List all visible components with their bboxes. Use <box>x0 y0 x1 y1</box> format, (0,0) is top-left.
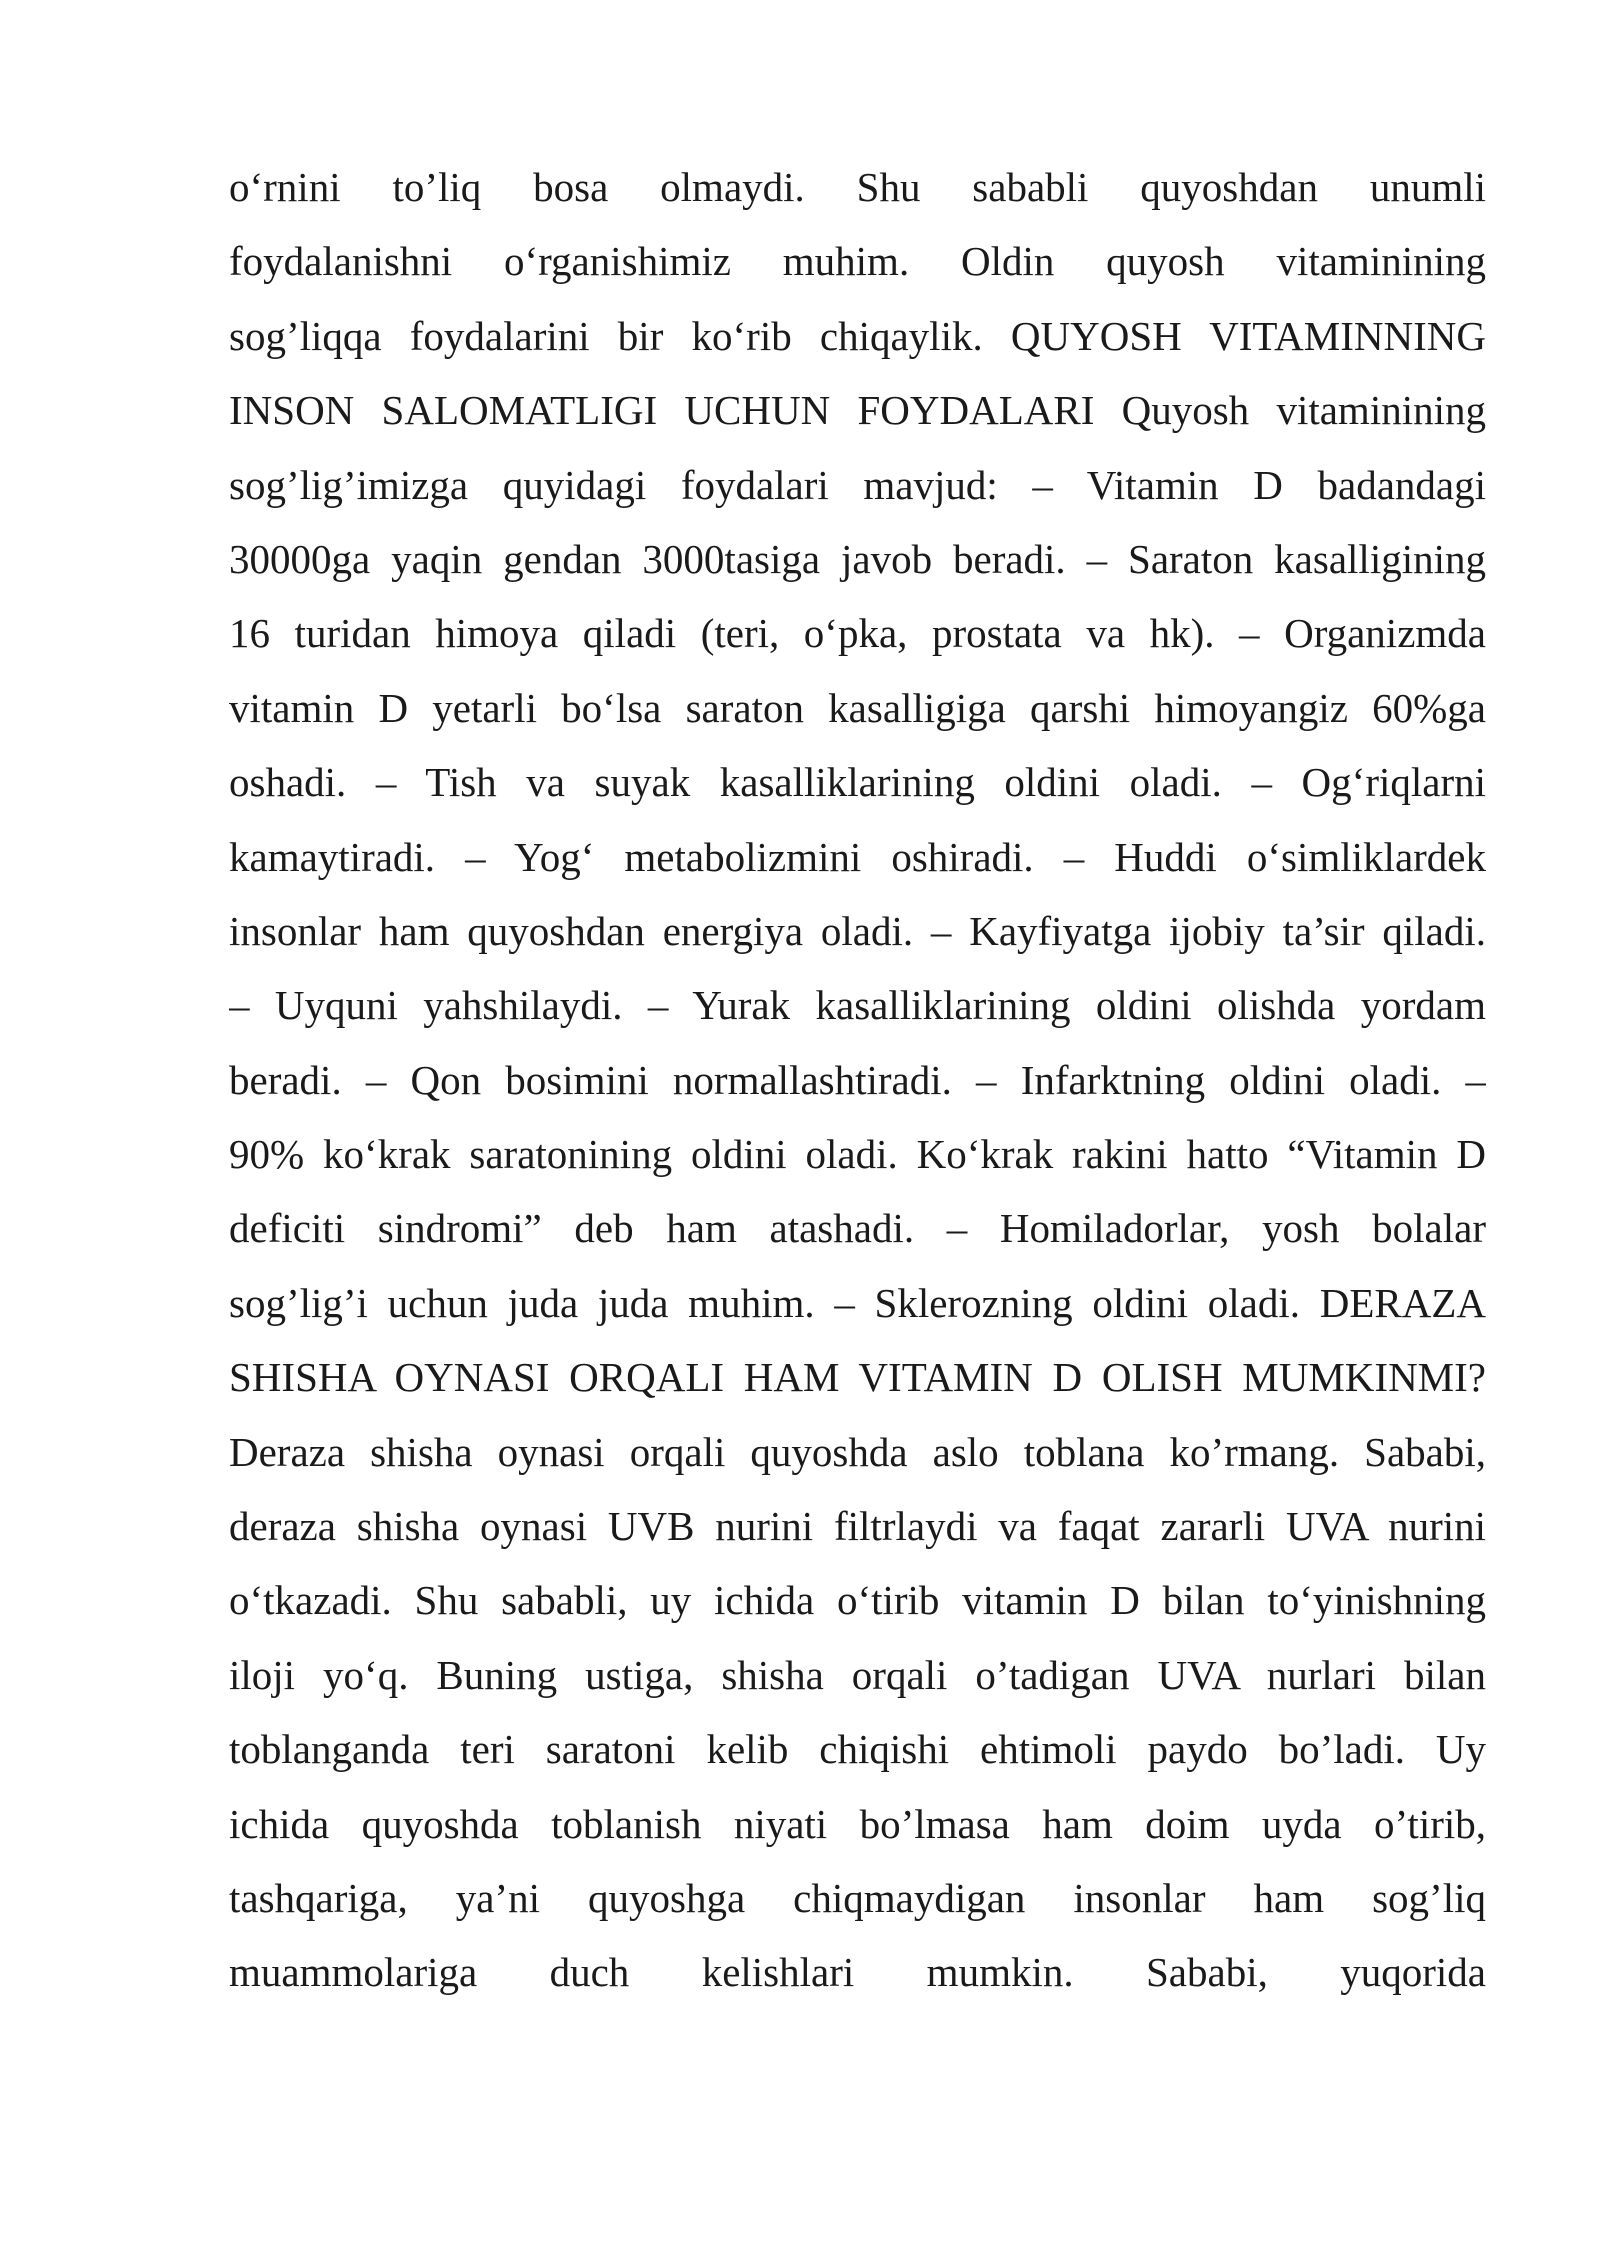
text-line: INSON SALOMATLIGI UCHUN FOYDALARI Quyosh vitaminining <box>229 387 1486 434</box>
text-line: – Uyquni yahshilaydi. – Yurak kasalliklarining oldini olishda yordam <box>229 982 1486 1029</box>
text-line: kamaytiradi. – Yog‘ metabolizmini oshiradi. – Huddi o‘simliklardek <box>229 833 1486 880</box>
text-line: SHISHA OYNASI ORQALI HAM VITAMIN D OLISH MUMKINMI? <box>229 1354 1486 1401</box>
text-line: foydalanishni o‘rganishimiz muhim. Oldin quyosh vitaminining <box>229 238 1486 285</box>
text-line: sog’liqqa foydalarini bir ko‘rib chiqaylik. QUYOSH VITAMINNING <box>229 312 1486 359</box>
text-line: iloji yo‘q. Buning ustiga, shisha orqali o’tadigan UVA nurlari bilan <box>229 1651 1486 1698</box>
text-line: o‘tkazadi. Shu sababli, uy ichida o‘tirib vitamin D bilan to‘yinishning <box>229 1577 1486 1624</box>
text-line: sog’lig’i uchun juda juda muhim. – Sklerozning oldini oladi. DERAZA <box>229 1279 1486 1326</box>
text-line: tashqariga, ya’ni quyoshga chiqmaydigan insonlar ham sog’liq <box>229 1874 1486 1921</box>
text-line: o‘rnini to’liq bosa olmaydi. Shu sababli quyoshdan unumli <box>229 164 1486 210</box>
text-line: deficiti sindromi” deb ham atashadi. – Homiladorlar, yosh bolalar <box>229 1205 1486 1252</box>
text-line: sog’lig’imizga quyidagi foydalari mavjud: – Vitamin D badandagi <box>229 461 1486 508</box>
text-line: vitamin D yetarli bo‘lsa saraton kasalligiga qarshi himoyangiz 60%ga <box>229 684 1486 731</box>
text-line: toblanganda teri saratoni kelib chiqishi ehtimoli paydo bo’ladi. Uy <box>229 1726 1486 1773</box>
text-line: insonlar ham quyoshdan energiya oladi. – Kayfiyatga ijobiy ta’sir qiladi. <box>229 907 1486 954</box>
text-line: 16 turidan himoya qiladi (teri, o‘pka, prostata va hk). – Organizmda <box>229 610 1486 657</box>
text-line: beradi. – Qon bosimini normallashtiradi. – Infarktning oldini oladi. – <box>229 1056 1486 1103</box>
body-paragraph <box>229 150 1486 2010</box>
text-line: deraza shisha oynasi UVB nurini filtrlaydi va faqat zararli UVA nurini <box>229 1503 1486 1550</box>
text-line: 30000ga yaqin gendan 3000tasiga javob beradi. – Saraton kasalligining <box>229 535 1486 582</box>
text-line: 90% ko‘krak saratonining oldini oladi. Ko‘krak rakini hatto “Vitamin D <box>229 1131 1486 1178</box>
text-line: Deraza shisha oynasi orqali quyoshda aslo toblana ko’rmang. Sababi, <box>229 1428 1486 1475</box>
text-line: muammolariga duch kelishlari mumkin. Sababi, yuqorida <box>229 1949 1486 1996</box>
text-line: oshadi. – Tish va suyak kasalliklarining oldini oladi. – Og‘riqlarni <box>229 759 1486 806</box>
text-line: ichida quyoshda toblanish niyati bo’lmasa ham doim uyda o’tirib, <box>229 1800 1486 1847</box>
